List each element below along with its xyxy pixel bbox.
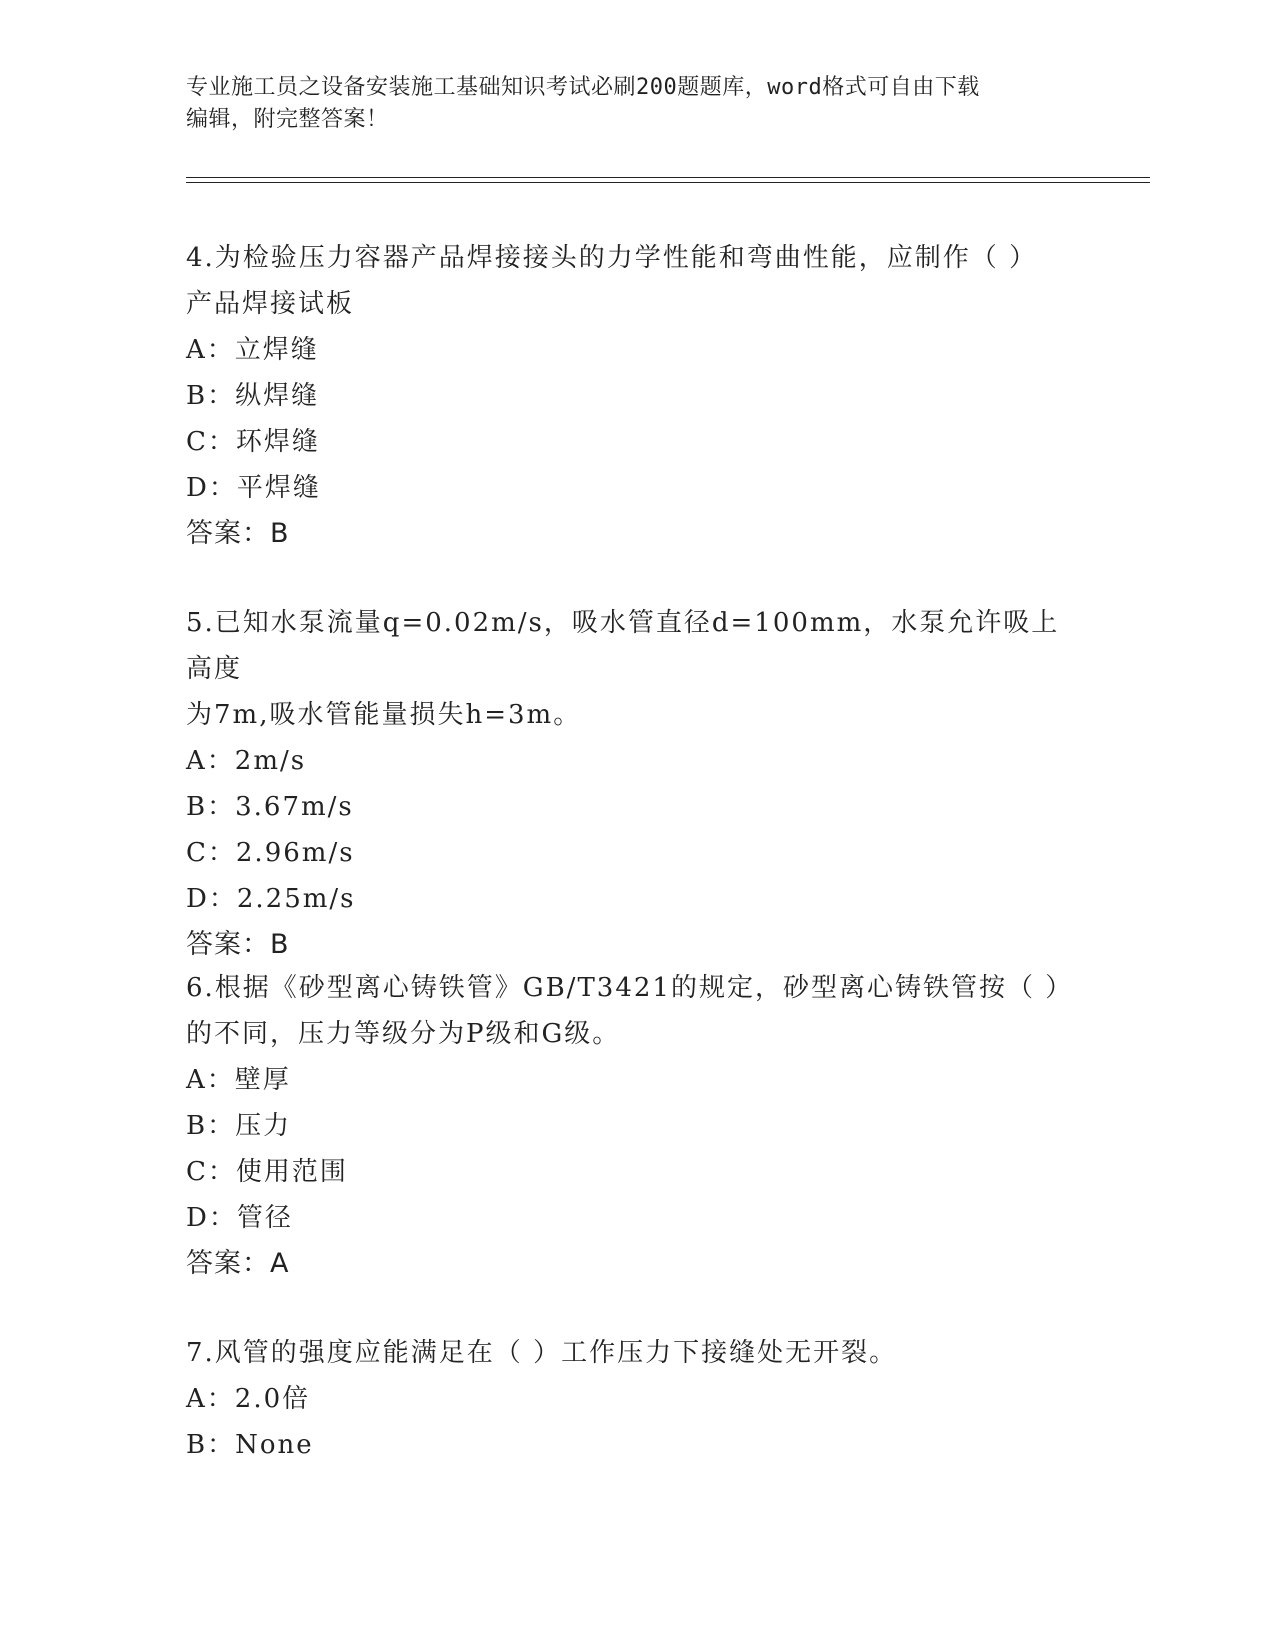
header-divider-bottom	[186, 182, 1150, 183]
option-b: B：3.67m/s	[186, 792, 354, 822]
question-6	[186, 965, 1086, 1287]
question-stem-line: 为7m,吸水管能量损失h=3m。	[186, 700, 582, 730]
header-line-1: 专业施工员之设备安装施工基础知识考试必刷200题题库，word格式可自由下载	[186, 75, 980, 100]
option-b: B：None	[186, 1430, 314, 1460]
question-5	[186, 600, 1086, 968]
document-header	[186, 72, 1086, 136]
header-line-2: 编辑，附完整答案！	[186, 107, 389, 132]
question-4	[186, 235, 1086, 557]
option-a: A：2m/s	[186, 746, 307, 776]
question-stem-line: 产品焊接试板	[186, 289, 355, 319]
question-7	[186, 1330, 1086, 1468]
option-d: D：2.25m/s	[186, 884, 356, 914]
option-c: C：环焊缝	[186, 427, 320, 457]
option-b: B：纵焊缝	[186, 381, 320, 411]
option-d: D：管径	[186, 1203, 293, 1233]
option-d: D：平焊缝	[186, 473, 321, 503]
answer-line: 答案：B	[186, 518, 290, 549]
answer-line: 答案：A	[186, 1248, 290, 1279]
option-c: C：2.96m/s	[186, 838, 355, 868]
option-b: B：压力	[186, 1111, 292, 1141]
question-stem-line: 的不同，压力等级分为P级和G级。	[186, 1019, 621, 1049]
option-a: A：壁厚	[186, 1065, 291, 1095]
question-stem-line: 4.为检验压力容器产品焊接接头的力学性能和弯曲性能，应制作（ ）	[186, 243, 1038, 273]
option-c: C：使用范围	[186, 1157, 348, 1187]
question-stem-line: 7.风管的强度应能满足在（ ）工作压力下接缝处无开裂。	[186, 1338, 898, 1368]
option-a: A：2.0倍	[186, 1384, 311, 1414]
answer-line: 答案：B	[186, 929, 290, 960]
header-divider-top	[186, 177, 1150, 178]
option-a: A：立焊缝	[186, 335, 319, 365]
question-stem-line: 5.已知水泵流量q=0.02m/s，吸水管直径d=100mm，水泵允许吸上高度	[186, 608, 1060, 684]
question-stem-line: 6.根据《砂型离心铸铁管》GB/T3421的规定，砂型离心铸铁管按（ ）	[186, 973, 1074, 1003]
